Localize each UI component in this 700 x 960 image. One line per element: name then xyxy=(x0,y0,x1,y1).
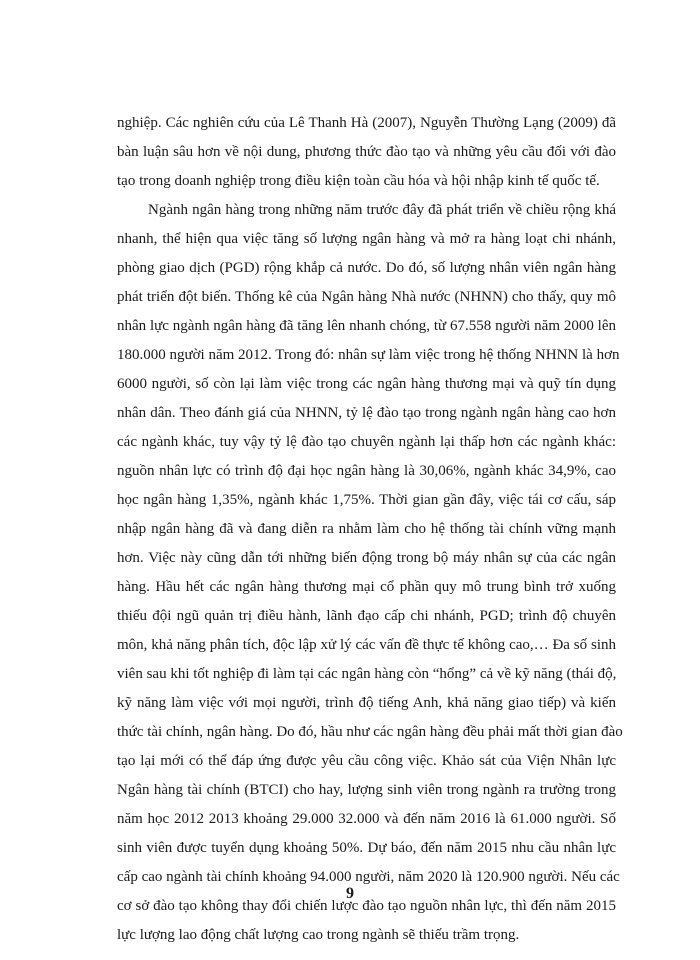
text-line: bàn luận sâu hơn về nội dung, phương thức đào tạo và những yêu cầu đối với đào xyxy=(117,144,616,160)
text-line: nhân dân. Theo đánh giá của NHNN, tỷ lệ đào tạo trong ngành ngân hàng cao hơn xyxy=(117,405,616,421)
text-line: thức tài chính, ngân hàng. Do đó, hầu như các ngân hàng đều phải mất thời gian đào xyxy=(117,724,623,740)
paragraph-2 xyxy=(117,196,623,950)
text-line: 6000 người, số còn lại làm việc trong các ngân hàng thương mại và quỹ tín dụng xyxy=(117,376,616,392)
text-line: kỹ năng làm việc với mọi người, trình độ tiếng Anh, khả năng giao tiếp) và kiến xyxy=(117,695,616,711)
text-line: các ngành khác, tuy vậy tỷ lệ đào tạo chuyên ngành lại thấp hơn các ngành khác: xyxy=(117,434,616,450)
text-line: cơ sở đào tạo không thay đổi chiến lược đào tạo nguồn nhân lực, thì đến năm 2015 xyxy=(117,898,616,914)
text-line: hàng. Hầu hết các ngân hàng thương mại cổ phần quy mô trung bình trở xuống xyxy=(117,579,616,595)
text-line: nhập ngân hàng đã và đang diễn ra nhằm làm cho hệ thống tài chính vững mạnh xyxy=(117,521,616,537)
text-line: lực lượng lao động chất lượng cao trong ngành sẽ thiếu trầm trọng. xyxy=(117,927,520,943)
text-line: nhân lực ngành ngân hàng đã tăng lên nhanh chóng, từ 67.558 người năm 2000 lên xyxy=(117,318,616,334)
body-text xyxy=(117,109,623,950)
text-line: 180.000 người năm 2012. Trong đó: nhân sự làm việc trong hệ thống NHNN là hơn xyxy=(117,347,620,363)
page-number: 9 xyxy=(346,885,354,902)
paragraph-1 xyxy=(117,109,616,196)
text-line: môn, khả năng phân tích, độc lập xử lý các vấn đề thực tế không cao,… Đa số sinh xyxy=(117,637,616,653)
text-line: Ngân hàng tài chính (BTCI) cho hay, lượng sinh viên trong ngành ra trường trong xyxy=(117,782,616,798)
text-line: sinh viên được tuyển dụng khoảng 50%. Dự báo, đến năm 2015 nhu cầu nhân lực xyxy=(117,840,616,856)
text-line: tạo lại mới có thể đáp ứng được yêu cầu công việc. Khảo sát của Viện Nhân lực xyxy=(117,753,616,769)
text-line: nhanh, thể hiện qua việc tăng số lượng ngân hàng và mở ra hàng loạt chi nhánh, xyxy=(117,231,616,247)
text-line: năm học 2012 2013 khoảng 29.000 32.000 và đến năm 2016 là 61.000 người. Số xyxy=(117,811,616,827)
text-line: thiếu đội ngũ quản trị điều hành, lãnh đạo cấp chi nhánh, PGD; trình độ chuyên xyxy=(117,608,616,624)
text-line: viên sau khi tốt nghiệp đi làm tại các ngân hàng còn “hổng” cả về kỹ năng (thái độ, xyxy=(117,666,617,682)
text-line: cấp cao ngành tài chính khoảng 94.000 người, năm 2020 là 120.900 người. Nếu các xyxy=(117,869,620,885)
text-line: phát triển đột biến. Thống kê của Ngân hàng Nhà nước (NHNN) cho thấy, quy mô xyxy=(117,289,616,305)
text-line: nghiệp. Các nghiên cứu của Lê Thanh Hà (2007), Nguyễn Thường Lạng (2009) đã xyxy=(117,115,616,131)
text-line: tạo trong doanh nghiệp trong điều kiện toàn cầu hóa và hội nhập kinh tế quốc tế. xyxy=(117,173,600,189)
text-line: hơn. Việc này cũng dẫn tới những biến động trong bộ máy nhân sự của các ngân xyxy=(117,550,616,566)
text-line: nguồn nhân lực có trình độ đại học ngân hàng là 30,06%, ngành khác 34,9%, cao xyxy=(117,463,616,479)
text-line: Ngành ngân hàng trong những năm trước đây đã phát triển về chiều rộng khá xyxy=(148,202,616,218)
text-line: học ngân hàng 1,35%, ngành khác 1,75%. Thời gian gần đây, việc tái cơ cấu, sáp xyxy=(117,492,616,508)
text-line: phòng giao dịch (PGD) rộng khắp cả nước. Do đó, số lượng nhân viên ngân hàng xyxy=(117,260,616,276)
